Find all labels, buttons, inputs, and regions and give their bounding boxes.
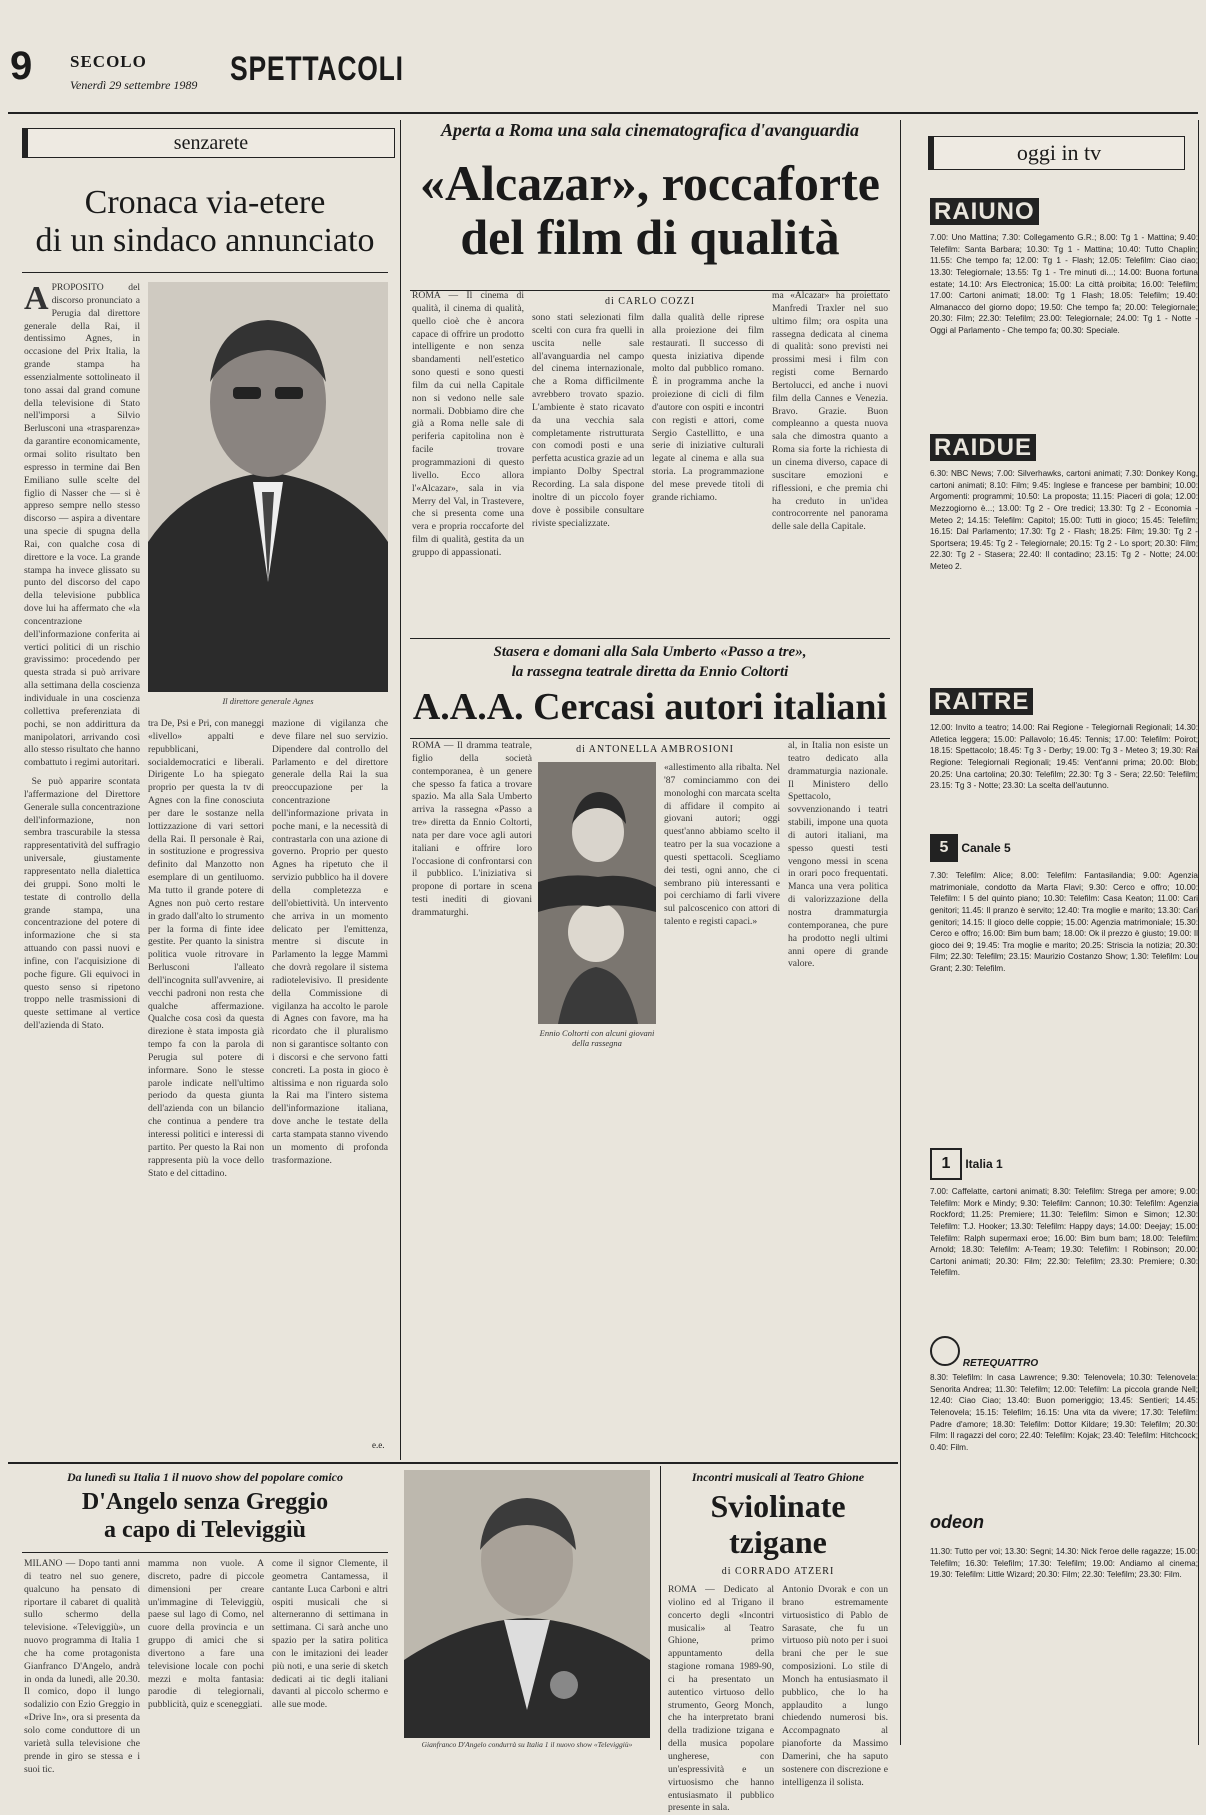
- canale5-logo-text: Canale 5: [961, 841, 1011, 855]
- dangelo-rule: [22, 1552, 388, 1553]
- rai1-logo: [930, 198, 1039, 226]
- bottom-vertical-rule: [660, 1466, 661, 1750]
- senzarete-text-1: PROPOSITO del discorso pronunciato a Perugia dal direttore generale della Rai, il dentissimo Agnes, in occasione del Prix Italia, la grande stampa ha essenzialmente sottolineato il tono assai dal grand comune della televisione di Stato nell'imporsi a Silvio Berlusconi una «trasparenza» da garantire economicamente, ormai solito risultato ben espresso in termine dai Ben Emiliano sulle scelte del figlio di Nasser che — si è appreso sempre nello stesso discorso — aspira a diventare una specie di spugna della Rai, con qualche cosa di direttore e la voce. La grande stampa ha invece glissato su punto del discorso del capo della televisione pubblica dove lui ha affermato che «la concentrazione dell'informazione conferita ai vertici politici di un rischio gravissimo: procedendo per questa strada si può arrivare alla settimana della coscienza individuale in una coscienza collettiva preferenziata di pochi, se non addirittura da manipolatori, arrivando così allo stesso risultato che hanno combattuto i regimi autoritari.: [24, 282, 140, 769]
- coltorti-photo: [538, 762, 656, 1024]
- senzarete-signature: e.e.: [372, 1440, 385, 1450]
- agnes-caption: Il direttore generale Agnes: [222, 696, 314, 706]
- header-rule: [8, 112, 1198, 114]
- alcazar-column-2: sono stati selezionati film scelti con cura fra quelli in uscita nelle sale all'avanguardia nel campo del cinema internazionale, che a Roma difficilmente avrebbero trovato spazio. L'ambiente è stato ricavato da una vecchia sala completamente ristrutturata con comodi posti e una perfetta acustica grazie ad un impianto Dolby Spectral Recording. La sala dispone inoltre di un piccolo foyer dove è possibile consultare riviste specializzate.: [532, 312, 644, 529]
- rete4-logo-mark: [930, 1336, 960, 1366]
- senzarete-headline-2: di un sindaco annunciato: [35, 222, 375, 259]
- sviolinate-byline: di CORRADO ATZERI: [721, 1566, 835, 1577]
- alcazar-bottom-rule: [410, 638, 890, 639]
- aaa-rule: [410, 738, 890, 739]
- tv-label: oggi in tv: [928, 136, 1185, 170]
- alcazar-column-4: ma «Alcazar» ha proiettato Manfredi Traxler nel suo ultimo film; ora ospita una rassegna dedicata al cinema di qualità: sono previsti nei prossimi mesi i film con registi come Bernardo Bertolucci, ed anche i nuovi film della Cannes e Venezia. Bravo. Grazie. Buon compleanno a questa nuova sala che dimostra quanto a Roma sia forte la richiesta di un cinema diverso, capace di suscitare emozioni e riflessioni, e che premia chi ha creduto in un'idea controcorrente nel panorama delle sale della Capitale.: [772, 290, 888, 533]
- agnes-photo-image: [148, 282, 388, 692]
- dangelo-headline-2: a capo di Televiggiù: [103, 1517, 307, 1543]
- dangelo-headline-1: D'Angelo senza Greggio: [81, 1489, 329, 1515]
- alcazar-kicker: Aperta a Roma una sala cinematografica d'avanguardia: [440, 120, 860, 140]
- dangelo-photo: [404, 1470, 650, 1738]
- right-border-rule: [1198, 120, 1199, 1745]
- issue-date: Venerdì 29 settembre 1989: [70, 78, 198, 92]
- sviolinate-column-1: ROMA — Dedicato al violino ed al Trigano il concerto degli «Incontri musicali» al Teatro Ghione, primo appuntamento della stagione romana 1989-90, ci ha presentato un autentico virtuoso dello strumento, Georg Monch, che ha interpretato brani della tradizione tzigana e della musica popolare ungherese, con un'espressività e un virtuosismo che hanno entusiasmato il pubblico presente in sala.: [668, 1584, 774, 1814]
- aaa-headline: A.A.A. Cercasi autori italiani: [412, 686, 888, 728]
- rai1-logo-text: RAIUNO: [930, 198, 1039, 225]
- rai1-schedule: 7.00: Uno Mattina; 7.30: Collegamento G.R.; 8.00: Tg 1 - Mattina; 9.40: Telefilm: Santa Barbara; 10.30: Tg 1 - Mattina; 10.40: Tutto Chaplin; 11.55: Che tempo fa; 12.00: Tg 1 - Flash; 12.05: Telefilm: Ciao ciao; 13.30: Telegiornale; 13.55: Tg 1 - Tre minuti di...; 14.00: Buona fortuna estate; 14.10: Ars Electronica; 15.00: La città proibita; 16.00: Telefilm; 17.00: Cartoni animati; 18.00: Tg 1 Flash; 18.05: Telefilm; 19.40: Almanacco del giorno dopo; 19.50: Che tempo fa; 20.00: Telegiornale; 20.30: Film; 22.30: Telefilm; 23.00: Telegiornale; 24.00: Tg 1 - Notte - Oggi al Parlamento - Che tempo fa; 00.30: Speciale.: [930, 233, 1198, 336]
- odeon-schedule: 11.30: Tutto per voi; 13.30: Segni; 14.30: Nick l'eroe delle ragazze; 15.00: Telefilm; 16.30: Telefilm; 17.30: Telefilm; 19.00: Andiamo al cinema; 19.30: Telefilm: Little Wizard; 20.30: Film; 22.30: Telefilm; 23.30: Film.: [930, 1547, 1198, 1580]
- section-title: SPETTACOLI: [230, 50, 404, 88]
- alcazar-byline: di CARLO COZZI: [604, 296, 696, 307]
- rai3-logo-text: RAITRE: [930, 688, 1033, 715]
- italia1-schedule: 7.00: Caffelatte, cartoni animati; 8.30: Telefilm: Strega per amore; 9.00: Telefilm: Mork e Mindy; 9.30: Telefilm: Cannon; 10.30: Telefilm: Agenzia Rockford; 11.25: Premiere; 11.30: Telefilm: Simon e Simon; 12.30: Telefilm: T.J. Hooker; 13.30: Telefilm: Happy days; 14.00: Deejay; 15.00: Telefilm: Ralph supermaxi eroe; 16.00: Bim bum bam; 18.00: Telefilm: Arnold; 18.30: Telefilm: A-Team; 19.30: Telefilm: I Robinson; 20.00: Cartoni animati; 20.30: Film; 22.30: Telefilm; 23.30: Premiere; 0.30: Telefilm.: [930, 1187, 1198, 1278]
- italia1-logo-text: Italia 1: [965, 1157, 1003, 1171]
- coltorti-photo-image: [538, 762, 656, 1024]
- rai2-logo-text: RAIDUE: [930, 434, 1036, 461]
- dangelo-column-1: MILANO — Dopo tanti anni di teatro nel suo genere, qualcuno ha pensato di riportare il cabaret di qualità sullo schermo della televisione. «Televiggiù», un nuovo programma di Italia 1 che ha come protagonista Gianfranco D'Angelo, andrà in onda da lunedì, alle 20.30. Il comico, dopo il lungo sodalizio con Ezio Greggio in «Drive In», ora si presenta da solo come conduttore di un varietà sulla televisione che prende in giro se stessa e i suoi tic.: [24, 1558, 140, 1775]
- middle-vertical-rule: [900, 120, 901, 1745]
- dangelo-kicker: Da lunedì su Italia 1 il nuovo show del popolare comico: [66, 1470, 344, 1484]
- senzarete-column-2: tra De, Psi e Pri, con maneggi «livello» appalti e repubblicani, socialdemocratici e liberali. Dirigente Lo ha spiegato proprio per questa la tv di Agnes con la fine conosciuta per dare le sostanze nella lottizzazione di vari settori della Rai. Il personale è Rai, in sostituzione e progressiva definito dal Manzotto non esemplare di un gentiluomo. Ma tutto il grande potere di Agnes non può certo restare in grado dall'alto lo strumento per la forma di finte idee gestite. Per quanto la sinistra politica vuole ritrovare in Berlusconi l'alleato dell'incognita sull'avvenire, ai vecchi padroni non resta che qualche affermazione. Qualche cosa così da questa direzione è stata imposta già tempo fa con la parola di Perugia sul potere di informare. Sono le stesse parole indicate nell'ultimo periodo da questa giunta dell'azienda con un bilancio che continua a pendere tra interessi politici e interessi di partito. Per questo la Rai non rappresenta più la voce dello Stato e del cittadino.: [148, 718, 264, 1179]
- rete4-schedule: 8.30: Telefilm: In casa Lawrence; 9.30: Telenovela; 10.30: Telenovela: Senorita Andrea; 11.30: Telefilm; 12.00: Telefilm: La piccola grande Nell; 12.40: Ciao Ciao; 13.40: Buon pomeriggio; 13.45: Sentieri; 14.45: Telenovela; 15.15: Telefilm; 16.15: Una vita da vivere; 17.30: Telefilm: Padre d'amore; 18.30: Telefilm: Dottor Kildare; 19.30: Telefilm; 20.30: Film: Il ragazzi del coro; 22.40: Telefilm: Kojak; 23.40: Telefilm: Hitchcock; 0.40: Film.: [930, 1373, 1198, 1452]
- senzarete-column-1: [24, 282, 140, 1452]
- senzarete-rule: [22, 272, 388, 273]
- aaa-byline: di ANTONELLA AMBROSIONI: [576, 744, 734, 755]
- sviolinate-headline-1: Sviolinate: [710, 1488, 846, 1524]
- dropcap: A: [24, 280, 49, 317]
- newspaper-name: SECOLO: [70, 52, 147, 71]
- sviolinate-kicker: Incontri musicali al Teatro Ghione: [691, 1470, 865, 1484]
- senzarete-text-1b: Se può apparire scontata l'affermazione del Direttore Generale sulla concentrazione dell'informazione, non sembra trascurabile la stessa rappresentatività del suffragio universale, giustamente rappresentato nella dialettica dei gruppi. Sono molti le testate di controllo della grande stampa, una concentrazione del potere di informazione che si sta attuando con passi nuovi e infine, con l'acquisizione di poche figure. Gli equivoci in questo senso si ripetono troppo nelle trasmissioni di queste settimane al vertice dell'azienda di Stato.: [24, 776, 140, 1032]
- rai2-schedule: 6.30: NBC News; 7.00: Silverhawks, cartoni animati; 7.30: Donkey Kong, cartoni animati; 8.10: Film; 9.45: Inglese e francese per bambini; 10.00: Argomenti: programmi; 10.50: La proposta; 11.15: Piaceri di gola; 12.00: Mezzogiorno è...; 13.00: Tg 2 - Ore tredici; 13.30: Tg 2 - Economia - Meteo 2; 14.15: Telefilm: Capitol; 15.00: Tutti in gioco; 15.45: Telefilm; 16.15: Dal Parlamento; 17.30: Tg 2 - Flash; 18.25: Film; 19.30: Tg 2 - Sportsera; 19.45: Tg 2 - Telegiornale; 20.15: Tg 2 - Lo sport; 20.30: Film; 22.30: Tg 2 - Stasera; 22.40: Il contadino; 23.15: Tg 2 - Notte; 24.00: Meteo 2.: [930, 469, 1198, 572]
- aaa-kicker-2: la rassegna teatrale diretta da Ennio Coltorti: [511, 664, 789, 680]
- aaa-kicker-1: Stasera e domani alla Sala Umberto «Passo a tre»,: [493, 644, 807, 660]
- dangelo-column-3: come il signor Clemente, il geometra Cantamessa, il cantante Luca Carboni e altri ospiti musicali che si alterneranno di settimana in settimana. Ci sarà anche uno spazio per la satira politica con le imitazioni dei leader più noti, e una serie di sketch dedicati ai tic degli italiani davanti al piccolo schermo e alle sue mode.: [272, 1558, 388, 1711]
- italia1-logo: [930, 1148, 1003, 1180]
- aaa-column-1: ROMA — Il dramma teatrale, figlio della società contemporanea, è un genere che spesso fa fatica a trovare spazio. Ma alla Sala Umberto arriva la rassegna «Passo a tre» diretta da Ennio Coltorti, nata per dare voce agli autori italiani e offrire loro l'occasione di confrontarsi con il pubblico. L'iniziativa si propone di portare in scena testi inediti di giovani drammaturghi.: [412, 740, 532, 918]
- alcazar-column-1: ROMA — Il cinema di qualità, il cinema di qualità, quello cioè che è ancora capace di offrire un prodotto intelligente e non senza sbandamenti nell'estetico sono questi e sono questi film da cui nella Capitale non si vedono nelle sale normali. Dobbiamo dire che già a Roma nelle sale di periferia capitolina non è facile trovare programmazioni di questo livello. Ecco allora l'«Alcazar», sala in via Merry del Val, in Trastevere, che si presenta come una vera e propria roccaforte del film di qualità, gestita da un gruppo di appassionati.: [412, 290, 524, 558]
- dangelo-caption: Gianfranco D'Angelo condurrà su Italia 1 il nuovo show «Televiggiù»: [421, 1740, 633, 1749]
- left-vertical-rule: [400, 120, 401, 1460]
- alcazar-headline-2: del film di qualità: [460, 209, 840, 265]
- page-number: 9: [10, 44, 33, 88]
- canale5-logo-mark: 5: [930, 834, 958, 862]
- alcazar-column-3: dalla qualità delle riprese alla proiezione dei film restaurati. Il successo di questa iniziativa dipende molto dal pubblico romano. È in programma anche la proiezione di cicli di film d'autore con ospiti e incontri con registi e attori, come Sergio Castellitto, e una serie di iniziative culturali legate al cinema e alla sua storia. La programmazione del mese prevede titoli di grande richiamo.: [652, 312, 764, 503]
- aaa-column-3: al, in Italia non esiste un teatro dedicato alla drammaturgia nazionale. Il Ministero dello Spettacolo, sovvenzionando i teatri stabili, impone una quota di autori italiani, ma spesso questi testi vengono messi in scena in orari poco frequentati. Manca una vera politica di valorizzazione della nostra drammaturgia contemporanea, che pure ha prodotto negli ultimi anni opere di grande valore.: [788, 740, 888, 970]
- aaa-column-2: «allestimento alla ribalta. Nel '87 cominciammo con dei monologhi con marcata scelta di affidare il compito ai giovani autori; oggi quest'anno abbiamo scelto il teatro per la sua vocazione a questi spettacoli. Scegliamo dei testi, ogni anno, che ci sembrano più interessanti e poi cerchiamo di farli vivere sul palcoscenico con attori di talento e registi capaci.»: [664, 762, 780, 928]
- rai2-logo: [930, 434, 1036, 462]
- agnes-photo: [148, 282, 388, 692]
- rete4-logo: [930, 1336, 1038, 1369]
- senzarete-column-3: mazione di vigilanza che deve filare nel suo servizio. Dipendere dal controllo del Parlamento e del direttore generale della Rai la sua preoccupazione per la concentrazione dell'informazione privata in poche mani, e la necessità di contrastarla con una azione di governo. Proprio per questo Agnes ha ripetuto che il servizio pubblico ha il dovere della completezza e dell'obiettività. Un intervento che arriva in un momento delicato per l'emittenza, mentre si discute in Parlamento la legge Mammì che dovrà regolare il sistema radiotelevisivo. Il presidente della Commissione di vigilanza ha accolto le parole di Agnes con favore, ma ha ricordato che il pluralismo non si garantisce soltanto con i discorsi e che servono fatti concreti. La posta in gioco è altissima e non riguarda solo la Rai ma l'intero sistema dell'informazione italiana, dove anche le testate della carta stampata stanno vivendo un momento di profonda trasformazione.: [272, 718, 388, 1166]
- rai3-schedule: 12.00: Invito a teatro; 14.00: Rai Regione - Telegiornali Regionali; 14.30: Atletica leggera; 15.00: Pallavolo; 16.45: Tennis; 17.00: Telefilm: Poirot; 18.15: Spettacolo; 18.45: Tg 3 - Derby; 19.00: Tg 3 - Meteo 3; 19.30: Rai Regione: Telegiornali Regionali; 19.45: Vent'anni prima; 20.00: Blob; 20.25: Una cartolina; 20.30: Telefilm; 22.30: Tg 3 - Sera; 22.50: Telefilm; 23.15: Tg 3 - Notte; 23.30: La scelta dell'autunno.: [930, 723, 1198, 791]
- rete4-logo-text: RETEQUATTRO: [962, 1358, 1039, 1369]
- dangelo-column-2: mamma non vuole. A discreto, padre di piccole dimensioni per creare un'immagine di Televiggiù, paese sul lago di Como, nel cuore della provincia e un gruppo di amici che si divertono a fare una televisione locale con pochi mezzi e molta fantasia: parodie di telegiornali, pubblicità, quiz e sceneggiati.: [148, 1558, 264, 1711]
- italia1-logo-mark: 1: [930, 1148, 962, 1180]
- sviolinate-headline-2: tzigane: [729, 1524, 827, 1560]
- senzarete-label: senzarete: [22, 128, 395, 158]
- odeon-logo: [930, 1512, 984, 1533]
- dangelo-photo-image: [404, 1470, 650, 1738]
- alcazar-headline-1: «Alcazar», roccaforte: [420, 155, 880, 211]
- rai3-logo: [930, 688, 1033, 716]
- odeon-logo-text: odeon: [930, 1512, 984, 1532]
- senzarete-headline-1: Cronaca via-etere: [84, 184, 326, 221]
- bottom-section-rule: [8, 1462, 898, 1464]
- sviolinate-column-2: Antonio Dvorak e con un brano estremamente virtuosistico di Pablo de Sarasate, che fu un virtuoso più noto per i suoi brani che per le sue composizioni. Lo stile di Monch ha entusiasmato il pubblico, che lo ha applaudito a lungo chiedendo numerosi bis. Accompagnato al pianoforte da Massimo Damerini, che ha saputo sostenere con discrezione e intelligenza il solista.: [782, 1584, 888, 1788]
- coltorti-caption: Ennio Coltorti con alcuni giovani della rassegna: [539, 1028, 655, 1048]
- canale5-logo: [930, 834, 1011, 862]
- canale5-schedule: 7.30: Telefilm: Alice; 8.00: Telefilm: Fantasilandia; 9.00: Agenzia matrimoniale, condotto da Marta Flavi; 9.30: Cerco e offro; 10.00: Telefilm: I 5 del quinto piano; 10.30: Telefilm: Casa Keaton; 11.00: Cari genitori; 11.45: Il pranzo è servito; 12.40: Tra moglie e marito; 13.30: Cari genitori; 14.15: Il gioco delle coppie; 15.00: Agenzia matrimoniale; 15.30: Cerco e offro; 16.00: Bim bum bam; 18.00: Ok il prezzo è giusto; 19.00: Il gioco dei 9; 19.45: Tra moglie e marito; 20.25: Striscia la notizia; 20.30: Film; 22.30: Telefilm; 23.15: Maurizio Costanzo Show; 1.30: Telefilm: Lou Grant; 2.30: Telefilm.: [930, 871, 1198, 974]
